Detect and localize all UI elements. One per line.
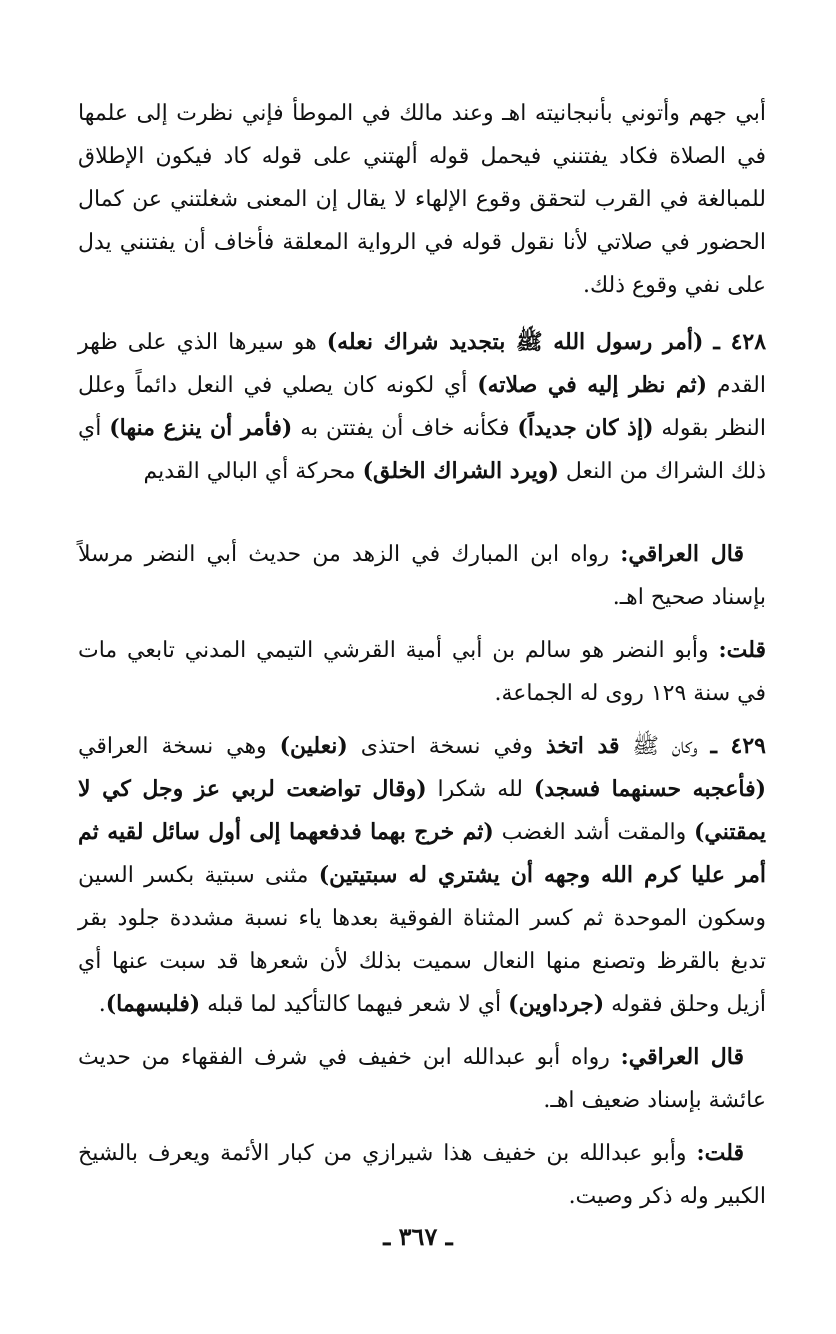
commentary-text: وفي نسخة احتذى: [347, 734, 546, 759]
hadith-quote: (جرداوين): [508, 991, 605, 1017]
commentary-text: أي لكونه كان يصلي في النعل دائماً وعلل النظر بقوله: [78, 373, 766, 441]
hadith-428: [78, 321, 766, 493]
hadith-429: [78, 725, 766, 1026]
author-note-429: [78, 1132, 766, 1218]
hadith-quote: (نعلين): [279, 733, 348, 759]
note-label: قلت:: [696, 1140, 744, 1166]
hadith-quote: (إذ كان جديداً): [517, 415, 654, 441]
hadith-quote: (أمر رسول الله ﷺ بتجديد شراك نعله): [326, 329, 704, 355]
commentary-text: والمقت أشد الغضب: [493, 820, 694, 845]
hadith-quote: (ثم نظر إليه في صلاته): [477, 372, 708, 398]
commentary-text: هو سيرها الذي على ظهر القدم: [78, 330, 766, 398]
note-text: وأبو عبدالله بن خفيف هذا شيرازي من كبار الأئمة ويعرف بالشيخ الكبير وله ذكر وصيت.: [78, 1141, 766, 1209]
hadith-quote: (ويرد الشراك الخلق): [362, 458, 559, 484]
paragraph-text: أبي جهم وأتوني بأنبجانيته اهـ وعند مالك في الموطأ فإني نظرت إلى علمها في الصلاة فكاد يفتنني فيحمل قوله ألهتني على قوله كاد فيكون الإطلاق للمبالغة في القرب لتحقق وقوع الإلهاء لا يقال إن المعنى شغلتني عن كمال الحضور في صلاتي لأنا نقول قوله في الرواية المعلقة فأخاف أن يفتنني يدل على نفي وقوع ذلك.: [78, 101, 766, 298]
commentary-text: وهي نسخة العراقي: [78, 734, 280, 759]
hadith-quote: قد اتخذ: [545, 733, 620, 759]
commentary-text: مثنى سبتية بكسر السين وسكون الموحدة ثم كسر المثناة الفوقية بعدها ياء نسبة مشددة جلود بقر تدبغ بالقرظ وتصنع منها النعال سميت بذلك لأن شعرها قد سبت عنها أي أزيل وحلق فقوله: [78, 863, 766, 1017]
page-number: ـ ٣٦٧ ـ: [383, 1222, 453, 1251]
note-text: رواه أبو عبدالله ابن خفيف في شرف الفقهاء من حديث عائشة بإسناد ضعيف اهـ.: [78, 1045, 766, 1113]
hadith-number: ٤٢٩ ـ: [710, 733, 766, 759]
hadith-quote: (وقال تواضعت لربي عز وجل كي لا يمقتني): [78, 776, 766, 845]
hadith-quote: (ثم خرج بهما فدفعهما إلى أول سائل لقيه ثم أمر عليا كرم الله وجهه أن يشتري له سبتيتين): [78, 819, 766, 888]
hadith-quote: (فلبسهما): [105, 991, 201, 1017]
commentary-text: أي لا شعر فيهما كالتأكيد لما قبله: [200, 992, 509, 1017]
note-label: قال العراقي:: [620, 541, 744, 567]
author-note-428: [78, 629, 766, 715]
note-label: قلت:: [718, 637, 766, 663]
commentary-text: وكان ﷺ: [619, 734, 711, 759]
commentary-text: فكأنه خاف أن يفتتن به: [292, 416, 518, 441]
hadith-quote: (فأعجبه حسنهما فسجد): [533, 776, 766, 802]
hadith-quote: (فأمر أن ينزع منها): [109, 415, 293, 441]
note-label: قال العراقي:: [620, 1044, 744, 1070]
commentary-text: أي ذلك الشراك من النعل: [78, 416, 766, 484]
note-text: رواه ابن المبارك في الزهد من حديث أبي النضر مرسلاً بإسناد صحيح اهـ.: [78, 542, 766, 610]
iraqi-note-428: [78, 533, 766, 619]
hadith-number: ٤٢٨ ـ: [713, 329, 767, 355]
commentary-text: .: [98, 992, 106, 1017]
iraqi-note-429: [78, 1036, 766, 1122]
note-text: وأبو النضر هو سالم بن أبي أمية القرشي التيمي المدني تابعي مات في سنة ١٢٩ روى له الجماعة.: [78, 638, 766, 706]
commentary-text: لله شكرا: [426, 777, 534, 802]
paragraph-continuation: [78, 92, 766, 307]
commentary-text: محركة أي البالي القديم: [143, 459, 363, 484]
